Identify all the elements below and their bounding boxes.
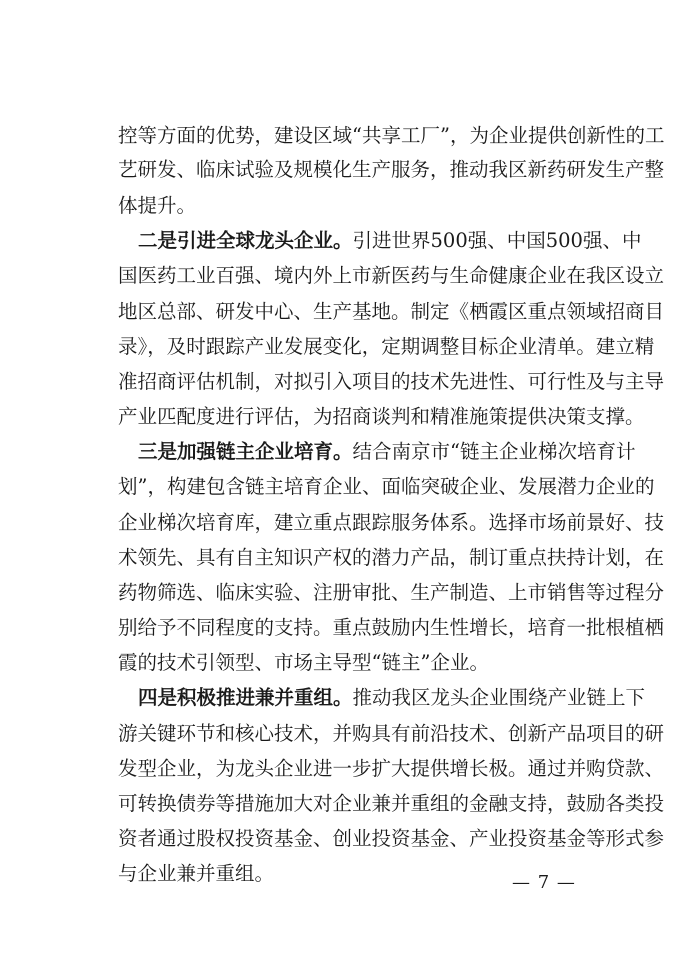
line-text: 引进世界500强、中国500强、中 — [352, 229, 642, 252]
line-text: 术领先、具有自主知识产权的潜力产品，制订重点扶持计划，在 — [118, 546, 665, 569]
paragraph-heading: 二是引进全球龙头企业。 — [138, 229, 353, 252]
line-text: 别给予不同程度的支持。重点鼓励内生性增长，培育一批根植栖 — [118, 616, 665, 639]
text-line — [0, 610, 680, 646]
line-text: 发型企业，为龙头企业进一步扩大提供增长极。通过并购贷款、 — [118, 757, 665, 780]
line-text: 霞的技术引领型、市场主导型“链主”企业。 — [118, 651, 489, 674]
text-line — [0, 364, 680, 400]
text-line — [0, 575, 680, 611]
text-line — [0, 751, 680, 787]
line-text: 企业梯次培育库，建立重点跟踪服务体系。选择市场前景好、技 — [118, 511, 665, 534]
line-text: 录》，及时跟踪产业发展变化，定期调整目标企业清单。建立精 — [118, 335, 655, 358]
text-line — [0, 223, 680, 259]
line-text: 体提升。 — [118, 194, 197, 217]
text-line — [0, 716, 680, 752]
text-line — [0, 505, 680, 541]
line-text: 控等方面的优势，建设区域“共享工厂”，为企业提供创新性的工 — [118, 124, 665, 147]
text-line — [0, 118, 680, 154]
text-line — [0, 152, 680, 188]
text-line — [0, 188, 680, 224]
line-text: 与企业兼并重组。 — [118, 862, 275, 885]
text-line — [0, 540, 680, 576]
line-text: 药物筛选、临床实验、注册审批、生产制造、上市销售等过程分 — [118, 581, 665, 604]
page-number: — 7 — — [512, 872, 576, 893]
text-line — [0, 821, 680, 857]
text-line — [0, 258, 680, 294]
text-line — [0, 786, 680, 822]
text-line — [0, 469, 680, 505]
line-text: 地区总部、研发中心、生产基地。制定《栖霞区重点领域招商目 — [118, 300, 665, 323]
line-text: 可转换债券等措施加大对企业兼并重组的金融支持，鼓励各类投 — [118, 792, 665, 815]
paragraph-heading: 三是加强链主企业培育。 — [138, 440, 353, 463]
line-text: 国医药工业百强、境内外上市新医药与生命健康企业在我区设立 — [118, 264, 665, 287]
line-text: 产业匹配度进行评估，为招商谈判和精准施策提供决策支撑。 — [118, 405, 645, 428]
text-line — [0, 294, 680, 330]
line-text: 游关键环节和核心技术，并购具有前沿技术、创新产品项目的研 — [118, 722, 665, 745]
text-line — [0, 856, 680, 892]
text-line — [0, 645, 680, 681]
line-text: 划”，构建包含链主培育企业、面临突破企业、发展潜力企业的 — [118, 475, 655, 498]
line-text: 资者通过股权投资基金、创业投资基金、产业投资基金等形式参 — [118, 827, 665, 850]
line-text: 准招商评估机制，对拟引入项目的技术先进性、可行性及与主导 — [118, 370, 665, 393]
line-text: 结合南京市“链主企业梯次培育计 — [352, 440, 636, 463]
text-line — [0, 399, 680, 435]
line-text: 推动我区龙头企业围绕产业链上下 — [352, 686, 646, 709]
paragraph-heading: 四是积极推进兼并重组。 — [138, 686, 353, 709]
text-line — [0, 434, 680, 470]
text-line — [0, 329, 680, 365]
text-line — [0, 680, 680, 716]
line-text: 艺研发、临床试验及规模化生产服务，推动我区新药研发生产整 — [118, 158, 665, 181]
